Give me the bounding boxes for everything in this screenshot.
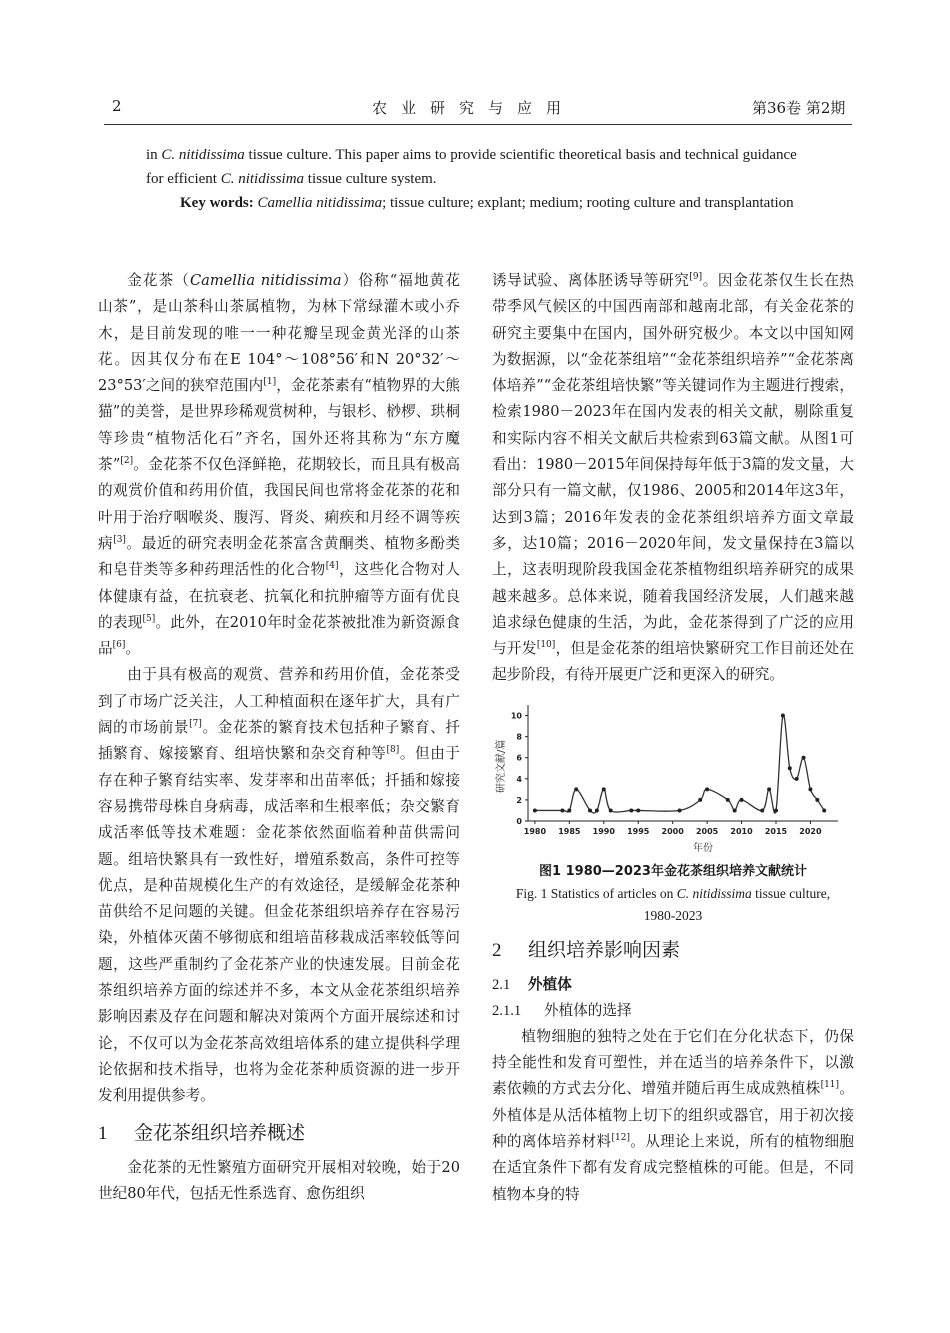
data-point [636, 808, 640, 812]
x-tick-label: 2020 [799, 826, 822, 836]
section-2-1-1-heading: 2.1.1 外植体的选择 [492, 1001, 632, 1019]
section-2-heading: 2 组织培养影响因素 [492, 938, 681, 961]
series-line [535, 715, 824, 813]
citation: [2] [120, 456, 134, 467]
citation: [9] [689, 272, 703, 283]
y-tick-label: 4 [516, 774, 522, 784]
data-point [574, 787, 578, 791]
intro-paragraph-1: 金花茶（Camellia nitidissima）俗称“福地黄花山茶”，是山茶科山茶属植物，为林下常绿灌木或小乔木，是目前发现的唯一一种花瓣呈现金黄光泽的山茶花。因其仅分布在E 104°～108°56′和N 20°32′～23°53′之间的狭窄范围内[1]，金花茶素有“植物界的大熊猫”的美誉，是世界珍稀观赏树种，与银杉、桫椤、珙桐等珍贵“植物活化石”齐名，国外还将其称为“东方魔茶”[2]。金花茶不仅色泽鲜艳，花期较长，而且具有极高的观赏价值和药用价值，我国民间也常将金花茶的花和叶用于治疗咽喉炎、腹泻、肾炎、痢疾和月经不调等疾病[3]。最近的研究表明金花茶富含黄酮类、植物多酚类和皂苷类等多种药理活性的化合物[4]，这些化合物对人体健康有益，在抗衰老、抗氧化和抗肿瘤等方面有优良的表现[5]。此外，在2010年时金花茶被批准为新资源食品[6]。 [98, 272, 460, 658]
citation: [12] [611, 1133, 630, 1144]
figure-caption-en: Fig. 1 Statistics of articles on C. nitidissima tissue culture, 1980-2023 [515, 885, 831, 923]
section-2-1-1-paragraph: 植物细胞的独特之处在于它们在分化状态下，仍保持全能性和发育可塑性，并在适当的培养条件下，以激素依赖的方式去分化、增殖并随后再生成成熟植株[11]。外植体是从活体植物上切下的组织或器官，用于初次接种的离体培养材料[12]。从理论上来说，所有的植物细胞在适宜条件下都有发育成完整植株的可能。但是，不同植物本身的特 [492, 1027, 854, 1203]
citation: [7] [189, 719, 202, 730]
section-2-1-heading: 2.1 外植体 [492, 975, 572, 993]
page-header [0, 0, 950, 130]
x-tick-label: 1990 [592, 826, 615, 836]
citation: [11] [820, 1080, 840, 1091]
y-tick-label: 6 [516, 753, 522, 763]
y-tick-label: 10 [510, 711, 522, 721]
data-point [795, 777, 799, 781]
y-tick-label: 2 [516, 795, 522, 805]
data-point [595, 808, 599, 812]
section-1-heading: 1 金花茶组织培养概述 [98, 1121, 306, 1144]
figure-caption-cn: 图1 1980—2023年金花茶组织培养文献统计 [539, 863, 807, 879]
section-1-paragraph: 金花茶的无性繁殖方面研究开展相对较晚，始于20世纪80年代，包括无性系选育、愈伤组织 [98, 1158, 460, 1202]
right-column [492, 268, 854, 1208]
citation: [6] [112, 640, 126, 651]
data-point [767, 787, 771, 791]
x-axis-label: 年份 [693, 842, 713, 854]
data-point [726, 798, 730, 802]
intro-paragraph-2: 由于具有极高的观赏、营养和药用价值，金花茶受到了市场广泛关注，人工种植面积在逐年扩大，具有广阔的市场前景[7]。金花茶的繁育技术包括种子繁育、扦插繁育、嫁接繁育、组培快繁和杂交育种等[8]。但由于存在种子繁育结实率、发芽率和出苗率低；扦插和嫁接容易携带母株自身病毒，成活率和生根率低；杂交繁育成活率低等技术难题：金花茶依然面临着种苗供需问题。组培快繁具有一致性好，增殖系数高，条件可控等优点，是种苗规模化生产的有效途径，是缓解金花茶种苗供给不足问题的关键。但金花茶组织培养存在容易污染，外植体灭菌不够彻底和组培苗移栽成活率较低等问题，这些严重制约了金花茶产业的快速发展。目前金花茶组织培养方面的综述并不多，本文从金花茶组织培养影响因素及存在问题和解决对策两个方面开展综述和讨论，不仅可以为金花茶高效组培体系的建立提供科学理论依据和技术指导，也将为金花茶种质资源的进一步开发利用提供参考。 [98, 666, 460, 1105]
y-tick-label: 8 [516, 732, 522, 742]
x-tick-label: 1980 [523, 826, 547, 836]
citation: [8] [386, 745, 400, 756]
chart-series [533, 713, 826, 813]
data-point [533, 808, 537, 812]
citation: [5] [142, 614, 156, 624]
data-point [788, 766, 792, 770]
x-tick-label: 1995 [627, 826, 650, 836]
chart-axes [528, 705, 838, 821]
data-point [774, 808, 778, 812]
left-column [98, 268, 460, 1207]
data-point [609, 808, 613, 812]
data-point [560, 808, 564, 812]
citation: [4] [325, 561, 339, 572]
data-point [802, 755, 806, 759]
data-point [781, 713, 785, 717]
section-1-paragraph-cont: 诱导试验、离体胚诱导等研究[9]。因金花茶仅生长在热带季风气候区的中国西南部和越南北部，有关金花茶的研究主要集中在国内，国外研究极少。本文以中国知网为数据源，以“金花茶组培”“金花茶组织培养”“金花茶离体培养”“金花茶组培快繁”等关键词作为主题进行搜索，检索1980－2023年在国内发表的相关文献，剔除重复和实际内容不相关文献后共检索到63篇文献。从图1可看出：1980－2015年间保持每年低于3篇的发文量，大部分只有一篇文献，仅1986、2005和2014年这3年，达到3篇；2016年发表的金花茶组织培养方面文章最多，达10篇；2016－2020年间，发文量保持在3篇以上，这表明现阶段我国金花茶植物组织培养研究的成果越来越多。总体来说，随着我国经济发展，人们越来越追求绿色健康的生活，为此，金花茶得到了广泛的应用与开发[10]，但是金花茶的组培快繁研究工作目前还处在起步阶段，有待开展更广泛和更深入的研究。 [492, 272, 854, 684]
y-axis-label: 研究文献/篇 [496, 739, 507, 793]
data-point [705, 787, 709, 791]
data-point [567, 808, 571, 812]
abstract-text: in C. nitidissima tissue culture. This paper aims to provide scientific theoretical basis and technical guidance for efficient C. nitidissima tissue culture system. [146, 147, 797, 187]
x-tick-label: 2010 [730, 826, 753, 836]
data-point [815, 798, 819, 802]
figure-1 [492, 697, 854, 927]
data-point [733, 808, 737, 812]
citation: [1] [263, 377, 277, 388]
x-tick-label: 2005 [695, 826, 719, 836]
data-point [740, 798, 744, 802]
issue-info: 第36卷 第2期 [752, 99, 846, 117]
x-tick-label: 2015 [764, 826, 788, 836]
data-point [588, 808, 592, 812]
data-point [808, 787, 812, 791]
citation: [3] [113, 535, 126, 546]
x-tick-label: 1985 [558, 826, 581, 836]
publication-count-chart [492, 697, 854, 857]
journal-title: 农业研究与应用 [372, 99, 576, 117]
page-number: 2 [112, 97, 122, 115]
x-tick-label: 2000 [661, 826, 684, 836]
data-point [698, 798, 702, 802]
data-point [629, 808, 633, 812]
header-rule [104, 124, 852, 125]
english-abstract [146, 143, 806, 215]
chart-ticks [511, 711, 822, 835]
data-point [602, 787, 606, 791]
keywords: Key words: Camellia nitidissima; tissue culture; explant; medium; rooting culture and transplantation [180, 195, 794, 211]
y-tick-label: 0 [516, 816, 522, 826]
citation: [10] [536, 640, 556, 651]
data-point [678, 808, 682, 812]
data-point [822, 808, 826, 812]
data-point [760, 808, 764, 812]
